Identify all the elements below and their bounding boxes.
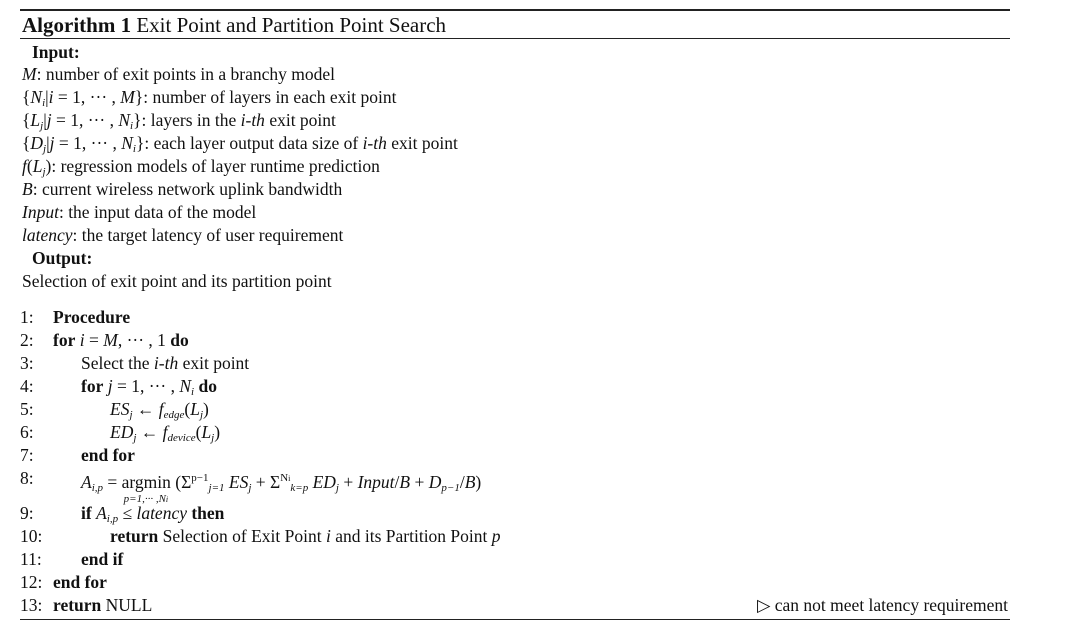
top-rule (20, 9, 1010, 11)
input-heading: Input: (32, 42, 80, 62)
code-line: return NULL (53, 595, 153, 615)
line-number: 8: (20, 468, 34, 488)
code-line: $ED_j$ ← $f_{device}(L_j)$ (110, 422, 221, 444)
output-heading: Output: (32, 248, 93, 268)
line-number: 3: (20, 353, 34, 373)
code-line: $ES_j$ ← $f_{edge}(L_j)$ (110, 399, 209, 421)
input-symbol: {$N_i|i = 1$, ··· , M} (22, 87, 144, 109)
keyword: Procedure (53, 307, 131, 327)
input-symbol: Input (22, 202, 59, 222)
keyword: end if (81, 549, 124, 569)
input-line (22, 224, 343, 246)
line-number: 2: (20, 330, 34, 350)
algorithm-name: Exit Point and Partition Point Search (136, 13, 447, 37)
keyword: end for (81, 445, 135, 465)
line-number: 4: (20, 376, 34, 396)
line-number: 11: (20, 549, 42, 569)
input-desc: : number of layers in each exit point (143, 87, 397, 107)
bottom-rule (20, 619, 1010, 620)
input-symbol: M (22, 64, 37, 84)
title-rule (20, 38, 1010, 39)
line-number: 5: (20, 399, 34, 419)
line-number: 9: (20, 503, 34, 523)
code-line: $A_{i,p} = argmin$ p=1,··· ,Ni ($\Sigma^{p-1}_{j=1}$ $ES_j + \Sigma^{Ni}_{k=p}$ $ED_j$ + Input/B + $D_{p-1}/B$) (81, 472, 482, 505)
line-number: 1: (20, 307, 34, 327)
input-line: {$D_j|j = 1$, ··· , $N_i$}: each layer output data size of i-th exit point (22, 133, 458, 155)
line-number: 6: (20, 422, 34, 442)
input-desc: : number of exit points in a branchy model (36, 64, 335, 84)
line-number: 12: (20, 572, 43, 592)
input-desc: : the input data of the model (58, 202, 257, 222)
code-line: if $A_{i,p}$ ≤ latency then (81, 503, 225, 525)
code-line: for j = 1, ··· , $N_i$ do (81, 376, 217, 398)
algorithm-title (22, 12, 446, 38)
input-line: {$L_j|j = 1$, ··· , $N_i$}: layers in the i-th exit point (22, 110, 336, 132)
input-line (22, 178, 342, 200)
input-desc: : the target latency of user requirement (72, 225, 344, 245)
input-line (22, 63, 335, 85)
keyword: end for (53, 572, 107, 592)
input-desc: : current wireless network uplink bandwidth (32, 179, 343, 199)
input-symbol: $f(L_j)$ (22, 156, 52, 178)
code-line: Select the i-th exit point (81, 353, 250, 373)
input-desc: : regression models of layer runtime prediction (51, 156, 380, 176)
line-number: 10: (20, 526, 43, 546)
output-text: Selection of exit point and its partition point (22, 271, 332, 291)
code-line: for i = M, ··· , 1 do (53, 330, 189, 350)
input-symbol: latency (22, 225, 73, 245)
input-symbol: {$L_j|j = 1$, ··· , $N_i$} (22, 110, 142, 132)
input-symbol: {$D_j|j = 1$, ··· , $N_i$} (22, 133, 145, 155)
line-number: 13: (20, 595, 43, 615)
input-symbol: B (22, 179, 33, 199)
code-line: return Selection of Exit Point i and its Partition Point p (110, 526, 501, 546)
input-line (22, 201, 256, 223)
line-number: 7: (20, 445, 34, 465)
comment: ▷ can not meet latency requirement (756, 595, 1008, 615)
algorithm-label: Algorithm 1 (22, 13, 132, 37)
